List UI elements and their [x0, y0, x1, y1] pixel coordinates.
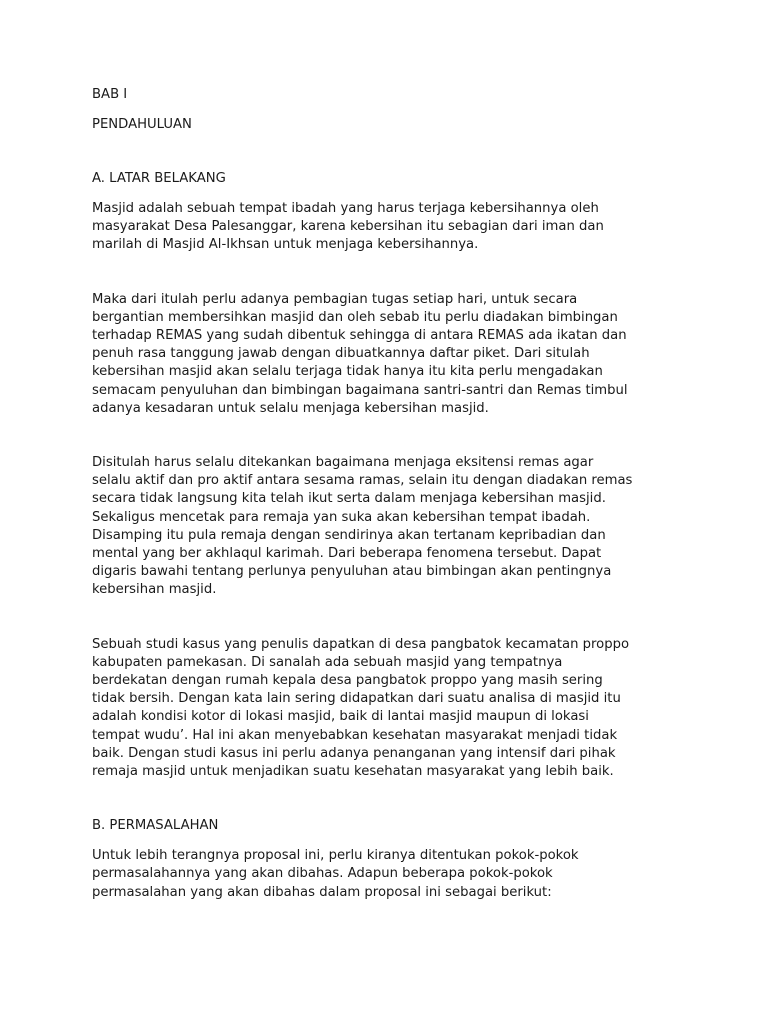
text-line: Sekaligus mencetak para remaja yan suka akan kebersihan tempat ibadah.	[92, 509, 591, 525]
text-line: permasalahannya yang akan dibahas. Adapun beberapa pokok-pokok	[92, 866, 553, 882]
text-line: Untuk lebih terangnya proposal ini, perlu kiranya ditentukan pokok-pokok	[92, 848, 579, 864]
paragraph-5	[92, 847, 692, 902]
text-line: digaris bawahi tentang perlunya penyuluhan atau bimbingan akan pentingnya	[92, 564, 612, 580]
paragraph-3	[92, 454, 692, 600]
text-line: remaja masjid untuk menjadikan suatu kesehatan masyarakat yang lebih baik.	[92, 764, 614, 780]
text-line: mental yang ber akhlaqul karimah. Dari beberapa fenomena tersebut. Dapat	[92, 546, 602, 562]
text-line: secara tidak langsung kita telah ikut serta dalam menjaga kebersihan masjid.	[92, 491, 606, 507]
text-line: tempat wudu’. Hal ini akan menyebabkan kesehatan masyarakat menjadi tidak	[92, 727, 618, 743]
text-line: marilah di Masjid Al-Ikhsan untuk menjaga kebersihannya.	[92, 237, 479, 253]
paragraph-1	[92, 200, 692, 255]
text-line: adanya kesadaran untuk selalu menjaga kebersihan masjid.	[92, 400, 489, 416]
text-line: baik. Dengan studi kasus ini perlu adanya penanganan yang intensif dari pihak	[92, 745, 616, 761]
text-line: kabupaten pamekasan. Di sanalah ada sebuah masjid yang tempatnya	[92, 654, 563, 670]
chapter-number: BAB I	[92, 87, 128, 102]
text-line: berdekatan dengan rumah kepala desa pangbatok proppo yang masih sering	[92, 673, 603, 689]
text-line: masyarakat Desa Palesanggar, karena kebersihan itu sebagian dari iman dan	[92, 219, 604, 235]
text-line: Maka dari itulah perlu adanya pembagian tugas setiap hari, untuk secara	[92, 291, 578, 307]
text-line: adalah kondisi kotor di lokasi masjid, baik di lantai masjid maupun di lokasi	[92, 709, 589, 725]
text-line: bergantian membersihkan masjid dan oleh sebab itu perlu diadakan bimbingan	[92, 309, 618, 325]
text-line: Disitulah harus selalu ditekankan bagaimana menjaga eksitensi remas agar	[92, 455, 594, 471]
text-line: Sebuah studi kasus yang penulis dapatkan di desa pangbatok kecamatan proppo	[92, 636, 630, 652]
text-line: kebersihan masjid.	[92, 582, 217, 598]
text-line: selalu aktif dan pro aktif antara sesama ramas, selain itu dengan diadakan remas	[92, 473, 633, 489]
text-line: Disamping itu pula remaja dengan sendirinya akan tertanam kepribadian dan	[92, 527, 606, 543]
section-a-heading: A. LATAR BELAKANG	[92, 171, 226, 186]
paragraph-4	[92, 636, 692, 782]
section-b-heading: B. PERMASALAHAN	[92, 818, 219, 834]
text-line: penuh rasa tanggung jawab dengan dibuatkannya daftar piket. Dari situlah	[92, 346, 590, 362]
text-line: semacam penyuluhan dan bimbingan bagaimana santri-santri dan Remas timbul	[92, 382, 628, 398]
text-line: tidak bersih. Dengan kata lain sering didapatkan dari suatu analisa di masjid itu	[92, 691, 621, 707]
text-line: permasalahan yang akan dibahas dalam proposal ini sebagai berikut:	[92, 884, 552, 900]
text-line: terhadap REMAS yang sudah dibentuk sehingga di antara REMAS ada ikatan dan	[92, 328, 627, 344]
text-line: kebersihan masjid akan selalu terjaga tidak hanya itu kita perlu mengadakan	[92, 364, 603, 380]
paragraph-2	[92, 291, 692, 418]
document-page	[92, 86, 692, 902]
chapter-title: PENDAHULUAN	[92, 117, 192, 132]
text-line: Masjid adalah sebuah tempat ibadah yang harus terjaga kebersihannya oleh	[92, 201, 599, 216]
